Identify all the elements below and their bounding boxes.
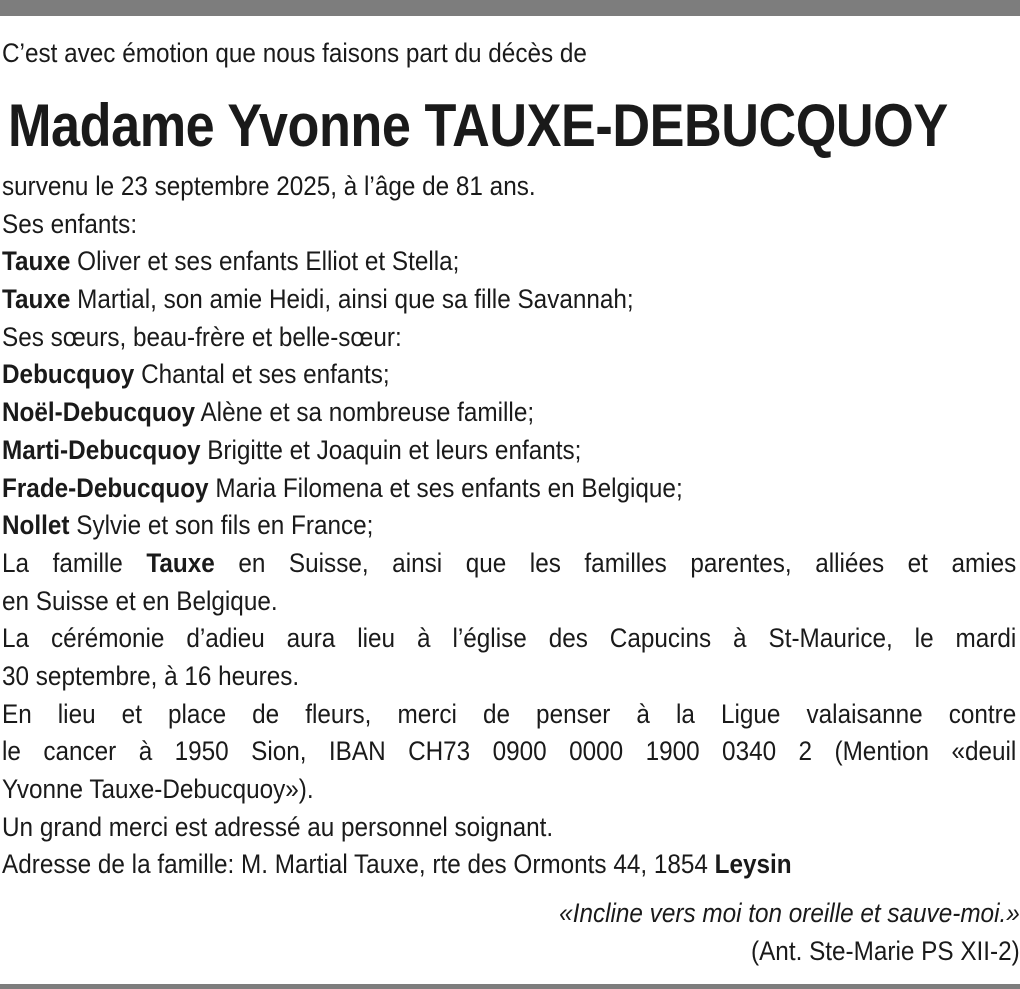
- donation-mention-line: Yvonne Tauxe-Debucquoy»).: [2, 774, 314, 804]
- announcement-intro: C’est avec émotion que nous faisons part du décès de: [2, 38, 587, 68]
- family-line: [2, 281, 1016, 319]
- family-surname: Marti-Debucquoy: [2, 434, 201, 465]
- family-address-line: [2, 846, 1016, 884]
- family-detail: Martial, son amie Heidi, ainsi que sa fille Savannah;: [70, 284, 634, 315]
- family-surname: Nollet: [2, 510, 70, 541]
- quote-source: (Ant. Ste-Marie PS XII-2): [751, 936, 1020, 966]
- family-detail: Sylvie et son fils en France;: [69, 510, 374, 541]
- text-segment: Adresse de la famille: M. Martial Tauxe, rte des Ormonts 44, 1854: [2, 849, 715, 880]
- ceremony-time-line: 30 septembre, à 16 heures.: [2, 660, 300, 691]
- donation-iban-line: le cancer à 1950 Sion, IBAN CH73 0900 0000 1900 0340 2 (Mention «deuil: [2, 736, 1017, 767]
- family-surname: Tauxe: [146, 547, 215, 578]
- children-heading: Ses enfants:: [2, 208, 138, 239]
- family-detail: Alène et sa nombreuse famille;: [195, 397, 535, 428]
- family-detail: Brigitte et Joaquin et leurs enfants;: [200, 434, 582, 465]
- thanks-line: Un grand merci est adressé au personnel soignant.: [2, 811, 554, 842]
- family-detail: Chantal et ses enfants;: [134, 359, 390, 390]
- family-line: [2, 243, 1016, 281]
- ceremony-line: La cérémonie d’adieu aura lieu à l’église des Capucins à St-Maurice, le mardi: [2, 623, 1017, 654]
- closing-quote: [559, 894, 1020, 970]
- donation-line: En lieu et place de fleurs, merci de penser à la Ligue valaisanne contre: [2, 698, 1017, 729]
- family-line: [2, 356, 1016, 394]
- quote-text: «Incline vers moi ton oreille et sauve-moi.»: [559, 898, 1020, 928]
- text-segment: en Suisse, ainsi que les familles parentes, alliées et amies: [214, 547, 1017, 578]
- family-line: [2, 394, 1016, 432]
- bottom-rule: [0, 984, 1020, 989]
- text-segment: La famille: [2, 547, 147, 578]
- top-rule: [0, 0, 1020, 16]
- extended-family-line: [2, 545, 1016, 583]
- death-date-line: survenu le 23 septembre 2025, à l’âge de 81 ans.: [2, 171, 536, 201]
- address-town: Leysin: [714, 849, 792, 880]
- family-surname: Tauxe: [2, 246, 71, 277]
- family-detail: Maria Filomena et ses enfants en Belgique;: [208, 472, 683, 503]
- deceased-name: Madame Yvonne TAUXE-DEBUCQUOY: [8, 92, 948, 159]
- siblings-heading: Ses sœurs, beau-frère et belle-sœur:: [2, 321, 402, 352]
- family-line: [2, 507, 1016, 545]
- family-line: [2, 432, 1016, 470]
- family-surname: Frade-Debucquoy: [2, 472, 209, 503]
- family-surname: Tauxe: [2, 284, 71, 315]
- family-line: [2, 470, 1016, 508]
- family-surname: Noël-Debucquoy: [2, 397, 196, 428]
- obituary-body: [2, 168, 1016, 884]
- family-detail: Oliver et ses enfants Elliot et Stella;: [70, 246, 460, 277]
- family-surname: Debucquoy: [2, 359, 135, 390]
- extended-family-line-end: en Suisse et en Belgique.: [2, 585, 278, 616]
